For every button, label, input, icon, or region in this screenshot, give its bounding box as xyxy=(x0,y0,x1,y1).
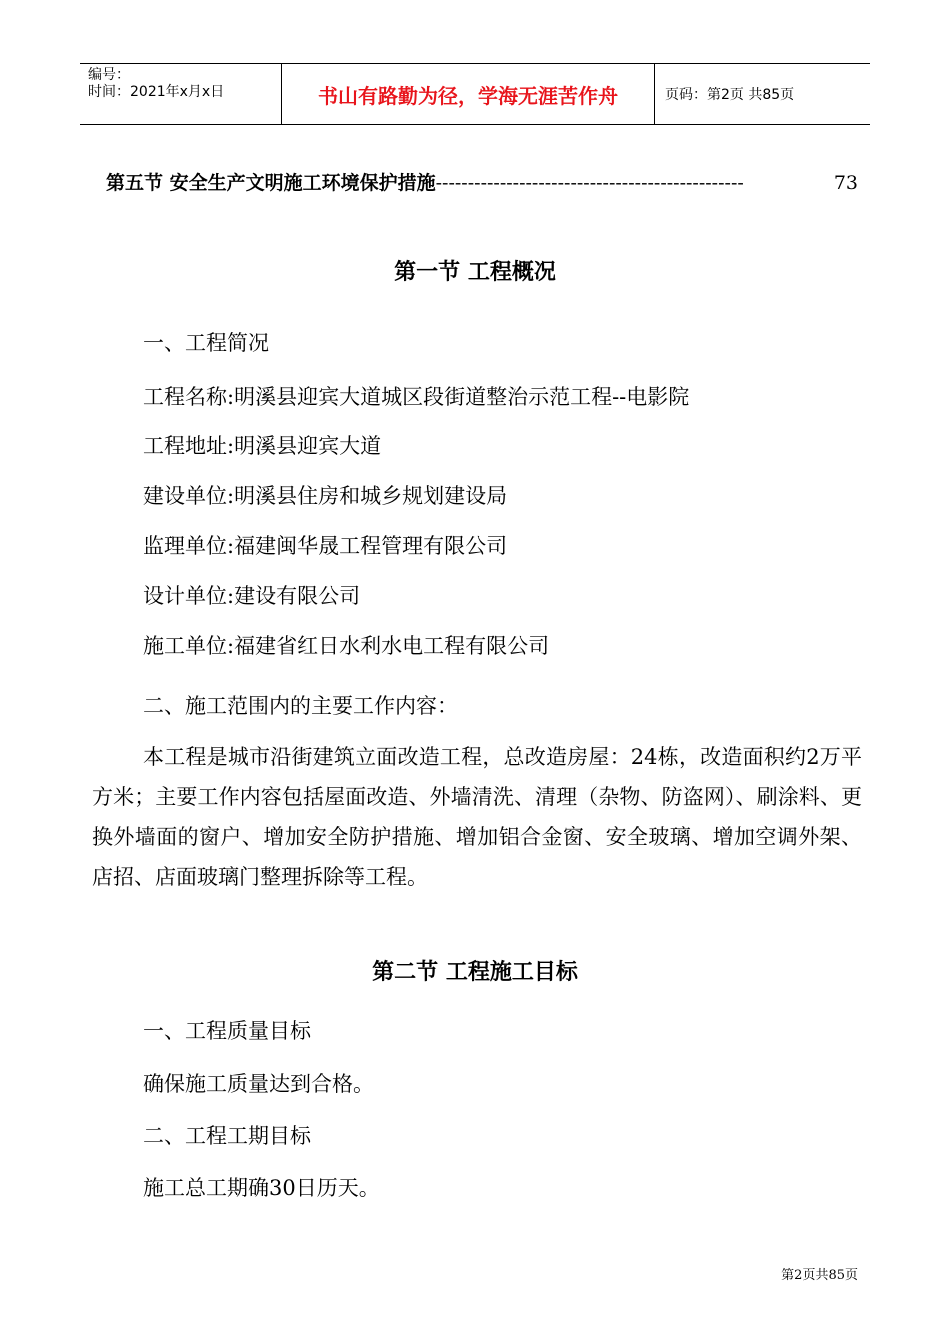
scope-paragraph: 本工程是城市沿街建筑立面改造工程，总改造房屋：24栋，改造面积约2万平方米；主要工作内容包括屋面改造、外墙清洗、清理（杂物、防盗网）、刷涂料、更换外墙面的窗户、增加安全防护措施、增加铝合金窗、安全玻璃、增加空调外架、店招、店面玻璃门整理拆除等工程。 xyxy=(92,745,862,889)
section1-sub2: 二、施工范围内的主要工作内容： xyxy=(143,694,458,718)
footer-page-number: 第2页共85页 xyxy=(781,1268,858,1283)
schedule-goal: 施工总工期确30日历天。 xyxy=(143,1176,380,1200)
header-meta xyxy=(80,64,282,124)
header-date: 时间：2021年x月x日 xyxy=(88,84,225,100)
section2-sub1: 一、工程质量目标 xyxy=(143,1019,311,1043)
header-page-number: 页码：第2页 共85页 xyxy=(665,87,795,103)
project-name: 工程名称:明溪县迎宾大道城区段街道整治示范工程--电影院 xyxy=(143,385,690,409)
header-motto: 书山有路勤为径，学海无涯苦作舟 xyxy=(282,64,655,124)
project-contractor: 施工单位:福建省红日水利水电工程有限公司 xyxy=(143,634,550,658)
document-header xyxy=(80,63,870,125)
section1-title: 第一节 工程概况 xyxy=(394,260,556,285)
project-owner: 建设单位:明溪县住房和城乡规划建设局 xyxy=(143,484,508,508)
header-number: 编号： xyxy=(88,67,130,83)
project-supervisor: 监理单位:福建闽华晟工程管理有限公司 xyxy=(143,534,508,558)
section2-title: 第二节 工程施工目标 xyxy=(372,960,578,985)
quality-goal: 确保施工质量达到合格。 xyxy=(143,1072,374,1096)
section2-sub2: 二、工程工期目标 xyxy=(143,1124,311,1148)
section1-sub1: 一、工程简况 xyxy=(143,331,269,355)
toc-page: 73 xyxy=(833,172,858,194)
project-address: 工程地址:明溪县迎宾大道 xyxy=(143,434,382,458)
toc-leader: ------------------------------------------------ xyxy=(435,172,744,194)
toc-entry xyxy=(106,168,858,195)
project-designer: 设计单位:建设有限公司 xyxy=(143,584,361,608)
toc-title: 第五节 安全生产文明施工环境保护措施 xyxy=(106,172,436,194)
